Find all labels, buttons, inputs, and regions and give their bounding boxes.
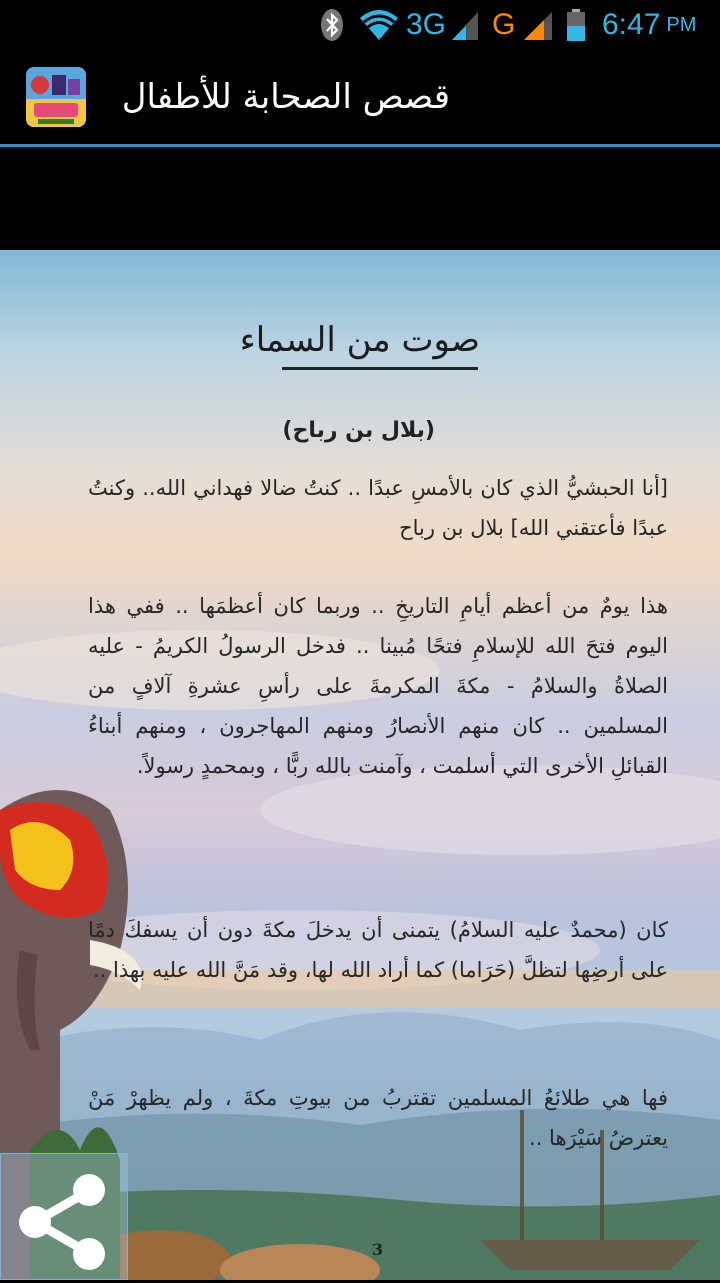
quote-paragraph: [أنا الحبشيُّ الذي كان بالأمسِ عبدًا .. كنتُ ضالا فهداني الله.. وكنتُ عبدًا فأعتقني الله] بلال بن رباح [88,476,668,540]
action-bar [0,50,720,144]
bluetooth-icon [318,8,346,42]
story-page[interactable] [0,250,720,1280]
clock-ampm: PM [666,14,697,36]
share-icon [1,1154,127,1279]
title-underline [282,367,478,370]
clock [602,8,696,42]
story-paragraph: هذا يومٌ من أعظم أيامِ التاريخِ .. وربما كان أعظمَها .. ففي هذا اليوم فتحَ الله للإسلامِ فتحًا مُبينا .. فدخل الرسولُ الكريمُ - عليه الصلاةُ والسلامُ - مكةَ المكرمةَ على رأسِ عشرةِ آلافٍ من المسلمين .. كان منهم الأنصارُ ومنهم المهاجرون ، ومنهم أبناءُ القبائلِ الأخرى التي أسلمت ، وآمنت بالله ربًّا ، وبمحمدٍ رسولاً. [88,594,668,778]
carrier-type: G [492,8,516,41]
wifi-icon [358,8,400,42]
story-paragraph: كان (محمدٌ عليه السلامُ) يتمنى أن يدخلَ مكةَ دون أن يسفكَ دمًا على أرضِها لتظلَّ (حَرَاما) كما أراد الله لها، وقد مَنَّ الله عليه بهذا .. [88,918,668,982]
network-type: 3G [406,8,447,41]
share-button[interactable] [0,1153,128,1280]
battery-icon [566,8,586,42]
app-logo-icon[interactable] [26,67,86,127]
clock-time: 6:47 [602,8,661,41]
banner-area [0,147,720,247]
signal-icon [450,8,480,42]
story-title: صوت من السماء [239,320,480,360]
app-title: قصص الصحابة للأطفال [121,77,450,117]
story-paragraph: فها هي طلائعُ المسلمين تقتربُ من بيوتِ مكةَ ، ولم يظهرْ مَنْ يعترضُ سَيْرَها .. [88,1086,668,1150]
signal-icon [522,8,554,42]
page-number: 3 [372,1240,384,1259]
status-bar [0,0,720,50]
story-subtitle: (بلال بن رباح) [282,418,435,443]
